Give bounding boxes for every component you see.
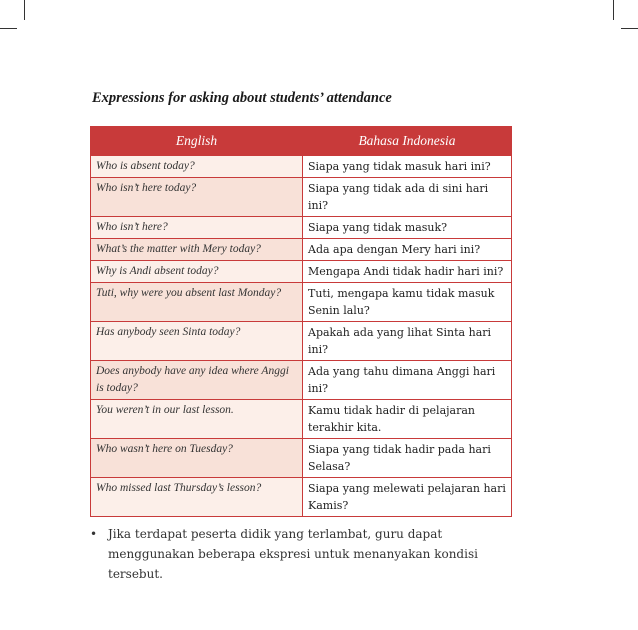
indonesian-expression: Mengapa Andi tidak hadir hari ini? [303,261,512,283]
table-row [91,217,512,239]
indonesian-expression: Siapa yang melewati pelajaran hari Kamis? [303,478,512,517]
crop-mark [24,0,25,20]
indonesian-expression: Siapa yang tidak masuk? [303,217,512,239]
indonesian-expression: Siapa yang tidak hadir pada hari Selasa? [303,439,512,478]
table-row [91,178,512,217]
table-row [91,261,512,283]
crop-mark [621,28,638,29]
column-header-english: English [91,127,303,156]
table-header-row [91,127,512,156]
table-row [91,283,512,322]
indonesian-expression: Ada yang tahu dimana Anggi hari ini? [303,361,512,400]
table-row [91,400,512,439]
crop-mark [0,28,17,29]
english-expression: Who isn’t here? [91,217,303,239]
bullet-marker: • [90,527,98,541]
english-expression: You weren’t in our last lesson. [91,400,303,439]
table-row [91,156,512,178]
english-expression: Why is Andi absent today? [91,261,303,283]
english-expression: Who missed last Thursday’s lesson? [91,478,303,517]
crop-mark [613,0,614,20]
table-row [91,322,512,361]
indonesian-expression: Kamu tidak hadir di pelajaran terakhir kita. [303,400,512,439]
english-expression: Who isn’t here today? [91,178,303,217]
indonesian-expression: Ada apa dengan Mery hari ini? [303,239,512,261]
english-expression: Tuti, why were you absent last Monday? [91,283,303,322]
column-header-indonesian: Bahasa Indonesia [303,127,512,156]
note-text: Jika terdapat peserta didik yang terlambat, guru dapat menggunakan beberapa ekspresi untuk menanyakan kondisi tersebut. [108,527,478,581]
table-row [91,478,512,517]
indonesian-expression: Tuti, mengapa kamu tidak masuk Senin lalu? [303,283,512,322]
attendance-expressions-table [90,126,512,517]
english-expression: What’s the matter with Mery today? [91,239,303,261]
english-expression: Does anybody have any idea where Anggi is today? [91,361,303,400]
bullet-note [90,524,530,584]
section-heading: Expressions for asking about students’ attendance [92,90,392,106]
english-expression: Who wasn’t here on Tuesday? [91,439,303,478]
indonesian-expression: Siapa yang tidak ada di sini hari ini? [303,178,512,217]
table-row [91,361,512,400]
table-row [91,239,512,261]
indonesian-expression: Apakah ada yang lihat Sinta hari ini? [303,322,512,361]
english-expression: Who is absent today? [91,156,303,178]
english-expression: Has anybody seen Sinta today? [91,322,303,361]
table-row [91,439,512,478]
indonesian-expression: Siapa yang tidak masuk hari ini? [303,156,512,178]
